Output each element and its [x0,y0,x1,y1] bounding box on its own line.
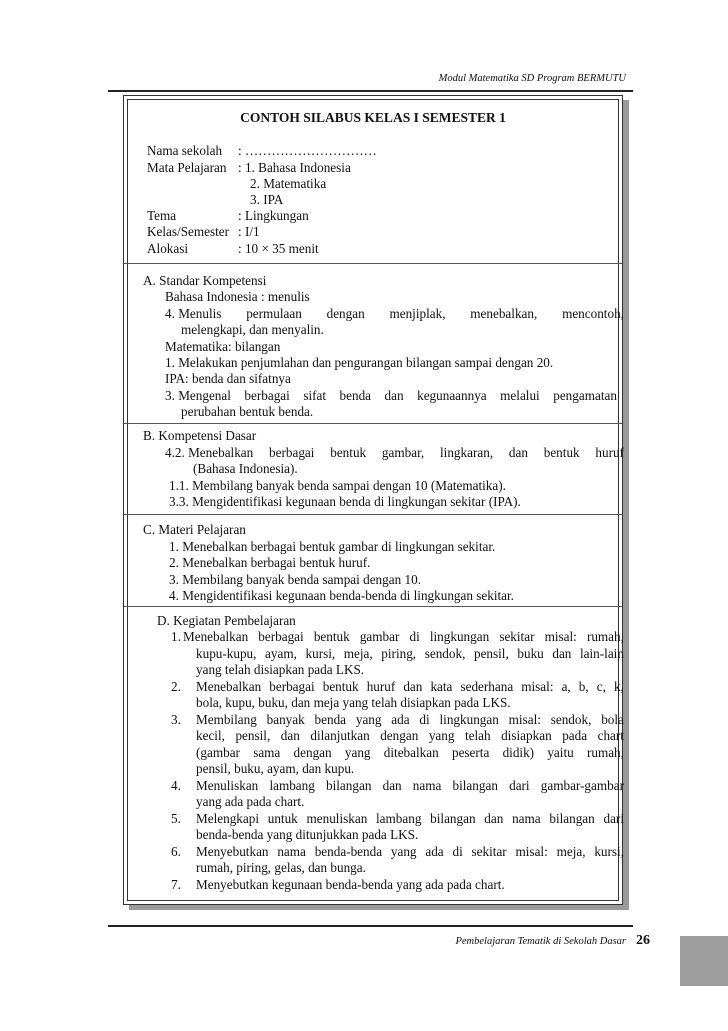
word: ada [391,712,410,727]
word: lingkungan [429,629,490,644]
word: b, [578,679,589,694]
word: chart [597,728,624,743]
word: nama [277,844,306,859]
section-heading: B. Kompetensi Dasar [143,428,257,443]
word: meja, [556,844,586,859]
word: nama [412,778,442,793]
word: di [409,629,420,644]
item-number: 3. [171,712,181,727]
word: ditebalkan [383,745,439,760]
word: dari [603,811,624,826]
word: dan [403,679,423,694]
word: kecil, [196,728,225,743]
section-heading: A. Standar Kompetensi [143,273,267,288]
subject-line: IPA: benda dan sifatnya [165,371,291,386]
word: sendok, [424,646,466,661]
word: sekitar [471,844,507,859]
page-tab-marker [680,936,728,986]
word: lambang [269,778,315,793]
info-label: Tema [147,208,177,223]
word: gambar-gambar [540,778,624,793]
justified-line [196,778,624,794]
word: yang [344,745,371,760]
section-divider [124,606,622,607]
word: pensil, [473,646,509,661]
word: telah [464,728,491,743]
word: misal: [515,844,548,859]
word: disiapkan [501,728,552,743]
text-line: perubahan bentuk benda. [181,404,314,419]
word: banyak [266,712,305,727]
word: dilanjutkan [310,728,370,743]
word: ayam, [265,646,297,661]
word: di [419,712,430,727]
list-item: 1. Menebalkan berbagai bentuk gambar di lingkungan sekitar. [169,539,496,554]
list-item: 2. Menebalkan berbagai bentuk huruf. [169,555,371,570]
section-divider [124,514,622,515]
header-rule [108,90,633,92]
word: dengan [293,745,332,760]
word: melalui [500,388,540,403]
info-value: 3. IPA [250,192,284,207]
word: dengan [380,728,419,743]
footer-rule [108,925,633,927]
word: Membilang [196,712,257,727]
word: sifat [303,388,327,403]
subject-line: Bahasa Indonesia : menulis [165,289,310,304]
word: untuk [267,811,298,826]
word: sekitar [499,629,535,644]
info-label: Kelas/Semester [147,224,230,239]
word: c, [596,679,606,694]
info-value: : Lingkungan [238,208,309,223]
justified-line [196,712,624,728]
info-value: : 1. Bahasa Indonesia [238,160,351,175]
justified-line [196,745,624,761]
word: dan [384,388,404,403]
justified-line [196,728,624,744]
word: bilangan [326,778,372,793]
word: piring, [381,646,417,661]
word: gambar [359,629,400,644]
header-text: Modul Matematika SD Program BERMUTU [438,73,626,84]
justified-line [183,629,624,645]
word: berbagai [244,388,290,403]
word: kegunaannya [417,388,487,403]
word: meja, [343,646,373,661]
word: yang [428,728,455,743]
word: permulaan [246,306,302,321]
text-line: Menyebutkan kegunaan benda-benda yang ada pada chart. [196,877,505,892]
word: misal: [521,679,554,694]
word: lingkungan [439,712,499,727]
word: menebalkan, [470,306,538,321]
syllabus-title: CONTOH SILABUS KELAS I SEMESTER 1 [240,110,506,125]
word: huruf [366,679,396,694]
info-value: : 10 × 35 menit [238,241,319,256]
word: bentuk [322,679,359,694]
word: misal: [508,712,541,727]
text-line: benda-benda yang ditunjukkan pada LKS. [196,827,419,842]
word: Melengkapi [196,811,259,826]
word: kupu-kupu, [196,646,257,661]
section-divider [124,423,622,424]
word: di [452,844,463,859]
word: pengamatan [553,388,617,403]
info-label: Mata Pelajaran [147,160,227,175]
item-number: 4. [171,778,181,793]
word: dan [552,646,572,661]
text-line: 3.3. Mengidentifikasi kegunaan benda di lingkungan sekitar (IPA). [169,494,521,509]
info-value: 2. Matematika [250,176,327,191]
word: Menebalkan [183,629,249,644]
word: sama [253,745,281,760]
section-heading: C. Materi Pelajaran [143,522,246,537]
subject-line: Matematika: bilangan [165,339,281,354]
justified-line [196,811,624,827]
word: benda-benda [314,844,383,859]
word: benda [314,712,347,727]
word: rumah, [586,629,624,644]
text-line: rumah, piring, gelas, dan bunga. [196,860,366,875]
word: dengan [326,306,365,321]
word: nama [512,811,541,826]
word: lingkaran, [440,445,494,460]
word: bilangan [549,811,595,826]
list-item: 4. Mengidentifikasi kegunaan benda-benda di lingkungan sekitar. [169,588,514,603]
justified-line [196,679,624,695]
word: 4. Menulis [165,306,222,321]
info-value: : I/1 [238,224,260,239]
word: benda [339,388,372,403]
item-number: 7. [171,877,181,892]
word: bola [601,712,624,727]
word: berbagai [258,629,304,644]
word: kursi, [594,844,624,859]
word: peserta [451,745,490,760]
word: bentuk [543,445,580,460]
word: yang [355,712,382,727]
word: Menyebutkan [196,844,269,859]
text-line: bola, kupu, buku, dan meja yang telah disiapkan pada LKS. [196,695,511,710]
word: dan [280,728,300,743]
word: Menuliskan [196,778,259,793]
word: bentuk [330,445,367,460]
page-number: 26 [636,933,650,948]
word: 4.2. Menebalkan [165,445,254,460]
word: gambar, [381,445,425,460]
text-line: melengkapi, dan menyalin. [181,322,324,337]
word: pensil, [235,728,271,743]
word: dan [382,778,402,793]
justified-line [196,646,624,662]
text-line: 1. Melakukan penjumlahan dan pengurangan bilangan sampai dengan 20. [165,355,554,370]
list-item: 3. Membilang banyak benda sampai dengan 10. [169,572,421,587]
word: misal: [544,629,577,644]
item-number: 5. [171,811,181,826]
syllabus-box [123,95,623,905]
justified-line [165,306,624,322]
word: dan [508,445,528,460]
justified-line [196,844,624,860]
word: k, [613,679,624,694]
word: berbagai [269,679,315,694]
text-line: yang ada pada chart. [196,794,305,809]
word: a, [561,679,571,694]
word: yaitu [547,745,574,760]
word: mencontoh, [562,306,624,321]
justified-line [165,388,617,404]
word: Menebalkan [196,679,262,694]
word: dari [509,778,530,793]
word: pada [562,728,588,743]
info-value: : ………………………… [238,143,377,158]
text-line: pensil, buku, ayam, dan kupu. [196,761,355,776]
item-number: 2. [171,679,181,694]
word: menjiplak, [389,306,446,321]
footer-text: Pembelajaran Tematik di Sekolah Dasar [455,936,626,947]
word: kata [430,679,453,694]
word: menuliskan [306,811,368,826]
word: (gambar [196,745,240,760]
word: sederhana [460,679,514,694]
word: rumah, [586,745,624,760]
justified-line [165,445,624,461]
word: buku [517,646,544,661]
word: bilangan [452,778,498,793]
word: lambang [376,811,422,826]
word: bentuk [313,629,350,644]
word: huruf [595,445,624,460]
word: bilangan [430,811,476,826]
item-number: 6. [171,844,181,859]
text-line: yang telah disiapkan pada LKS. [196,662,365,677]
word: sendok, [550,712,592,727]
word: didik) [502,745,535,760]
word: lain-lain [579,646,624,661]
word: kursi, [305,646,336,661]
word: ada [425,844,444,859]
word: yang [390,844,417,859]
info-label: Nama sekolah [147,143,223,158]
section-heading: D. Kegiatan Pembelajaran [157,613,296,628]
text-line: (Bahasa Indonesia). [193,461,298,476]
word: dan [484,811,504,826]
section-divider [124,263,622,264]
item-number: 1. [171,629,181,644]
word: berbagai [269,445,315,460]
info-label: Alokasi [147,241,189,256]
word: 3. Mengenal [165,388,231,403]
text-line: 1.1. Membilang banyak benda sampai dengan 10 (Matematika). [169,478,506,493]
